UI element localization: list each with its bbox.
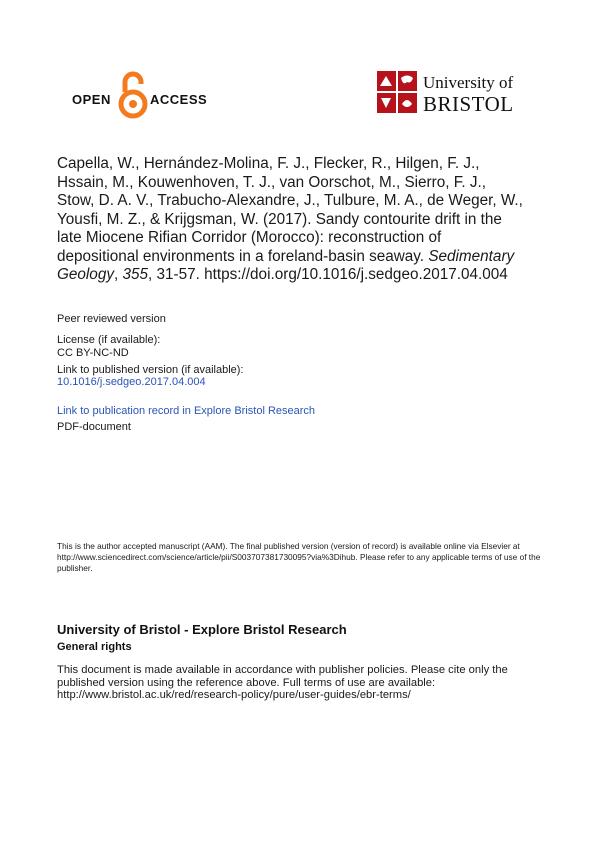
general-rights-heading: General rights xyxy=(57,641,132,653)
citation-authors-title: Capella, W., Hernández-Molina, F. J., Flecker, R., Hilgen, F. J., Hssain, M., Kouwenhoven, T. J., van Oorschot, M., Sierro, F. J., Stow, D. A. V., Trabucho-Alexandre, J., Tulbure, M. A., de Weger, W., Yousfi, M. Z., & Krijgsman, W. (2017). Sandy contourite drift in the late Miocene Rifian Corridor (Morocco): reconstruction of depositional environments in a foreland-basin seaway. xyxy=(57,155,523,265)
citation xyxy=(57,155,527,285)
aam-disclaimer: This is the author accepted manuscript (AAM). The final published version (version of record) is available online via Elsevier at http://www.sciencedirect.com/science/article/pii/S003707381730095?via%3Dihub. Please refer to any applicable terms of use of the publisher. xyxy=(57,541,541,573)
bristol-crest-icon xyxy=(376,70,418,114)
citation-separator: , xyxy=(113,266,123,283)
bristol-logo-line1: University of xyxy=(423,73,514,92)
version-label: Peer reviewed version xyxy=(57,313,166,325)
open-lock-icon xyxy=(118,70,148,120)
citation-pages-doi: , 31-57. https://doi.org/10.1016/j.sedgeo.2017.04.004 xyxy=(148,266,508,283)
general-rights-text: This document is made available in accordance with publisher policies. Please cite only the published version using the reference above. Full terms of use are available: http://www.bristol.ac.uk/red/research-policy/pure/user-guides/ebr-terms/ xyxy=(57,664,508,701)
doi-link[interactable]: 10.1016/j.sedgeo.2017.04.004 xyxy=(57,376,206,388)
citation-journal: Sedimentary Geology xyxy=(57,247,515,283)
publication-record-link[interactable]: Link to publication record in Explore Bristol Research xyxy=(57,405,316,417)
university-of-bristol-logo xyxy=(376,70,526,116)
document-type: PDF-document xyxy=(57,421,131,433)
ebr-heading: University of Bristol - Explore Bristol Research xyxy=(57,622,347,637)
license-label: License (if available): xyxy=(57,334,161,346)
open-access-logo-open: OPEN xyxy=(72,92,111,107)
open-access-logo xyxy=(72,70,212,124)
bristol-logo-line2: BRISTOL xyxy=(423,92,514,116)
license-value: CC BY-NC-ND xyxy=(57,347,129,359)
open-access-logo-access: ACCESS xyxy=(150,92,208,107)
published-link-label: Link to published version (if available): xyxy=(57,364,244,376)
citation-volume: 355 xyxy=(122,266,149,283)
